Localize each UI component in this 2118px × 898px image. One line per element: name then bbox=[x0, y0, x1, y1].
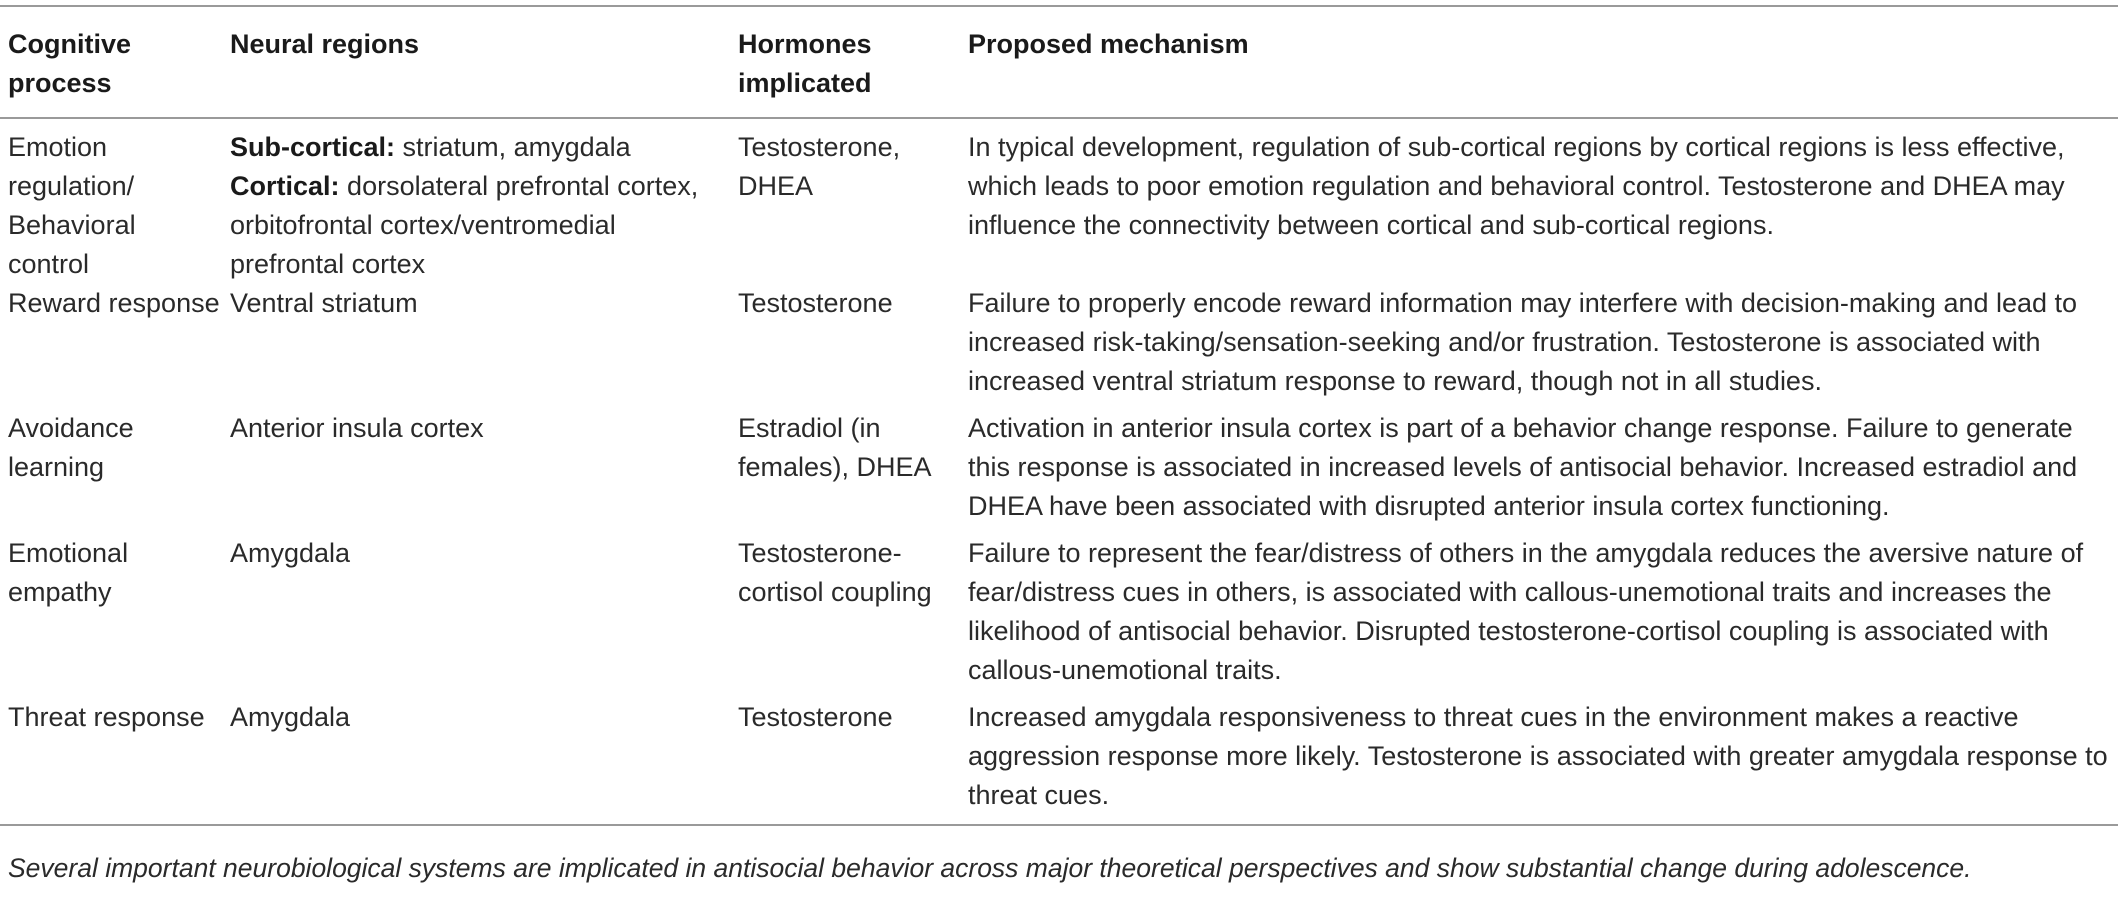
cell-mechanism: Increased amygdala responsiveness to threat cues in the environment makes a reactive aggression response more likely. Testosterone is associated with greater amygdala response to threat cues. bbox=[968, 702, 2108, 810]
cell-hormones: Testosterone, DHEA bbox=[738, 132, 901, 201]
header-proposed-mechanism: Proposed mechanism bbox=[968, 29, 1249, 59]
cortical-regions: dorsolateral prefrontal cortex, orbitofrontal cortex/ventromedial prefrontal cortex bbox=[230, 171, 699, 279]
table-header bbox=[0, 6, 2118, 118]
cell-hormones: Testosterone bbox=[738, 288, 893, 318]
cell-process: Avoidance learning bbox=[8, 413, 134, 482]
cell-mechanism: Failure to represent the fear/distress of others in the amygdala reduces the aversive nature of fear/distress cues in others, is associated with callous-unemotional traits and increases the likelihood of antisocial behavior. Disrupted testosterone-cortisol coupling is associated with callous-unemotional traits. bbox=[968, 538, 2084, 685]
header-cognitive-process: Cognitive process bbox=[8, 29, 132, 98]
header-hormones-implicated: Hormones implicated bbox=[738, 29, 872, 98]
table-footnote: Several important neurobiological systems are implicated in antisocial behavior across major theoretical perspectives and show substantial change during adolescence. bbox=[8, 853, 1972, 883]
cell-regions: Ventral striatum bbox=[230, 288, 418, 318]
cell-hormones: Testosterone-cortisol coupling bbox=[738, 538, 932, 607]
cell-mechanism: Failure to properly encode reward information may interfere with decision-making and lead to increased risk-taking/sensation-seeking and/or frustration. Testosterone is associated with increased ventral striatum response to reward, though not in all studies. bbox=[968, 288, 2078, 396]
table-row bbox=[0, 118, 2118, 284]
cortical-label: Cortical: bbox=[230, 171, 340, 201]
table-row bbox=[0, 698, 2118, 825]
cell-regions bbox=[220, 118, 730, 284]
subcortical-label: Sub-cortical: bbox=[230, 132, 396, 162]
cell-regions: Anterior insula cortex bbox=[230, 413, 484, 443]
table-row bbox=[0, 409, 2118, 534]
cell-regions: Amygdala bbox=[230, 702, 351, 732]
subcortical-regions: striatum, amygdala bbox=[402, 132, 631, 162]
cell-process: Emotional empathy bbox=[8, 538, 129, 607]
cell-regions: Amygdala bbox=[230, 538, 351, 568]
cell-process: Threat response bbox=[8, 702, 205, 732]
header-row bbox=[0, 6, 2118, 118]
header-neural-regions: Neural regions bbox=[230, 29, 420, 59]
cell-hormones: Estradiol (in females), DHEA bbox=[738, 413, 932, 482]
cell-process: Reward response bbox=[8, 288, 220, 318]
mechanisms-table bbox=[0, 5, 2118, 826]
table-row bbox=[0, 534, 2118, 698]
cell-process: Emotion regulation/ Behavioral control bbox=[8, 132, 136, 279]
cell-mechanism: Activation in anterior insula cortex is part of a behavior change response. Failure to generate this response is associated in increased levels of antisocial behavior. Increased estradiol and DHEA have been associated with disrupted anterior insula cortex functioning. bbox=[968, 413, 2078, 521]
table-body bbox=[0, 118, 2118, 825]
cell-mechanism: In typical development, regulation of sub-cortical regions by cortical regions is less effective, which leads to poor emotion regulation and behavioral control. Testosterone and DHEA may influence the connectivity between cortical and sub-cortical regions. bbox=[968, 132, 2065, 240]
table-row bbox=[0, 284, 2118, 409]
cell-hormones: Testosterone bbox=[738, 702, 893, 732]
